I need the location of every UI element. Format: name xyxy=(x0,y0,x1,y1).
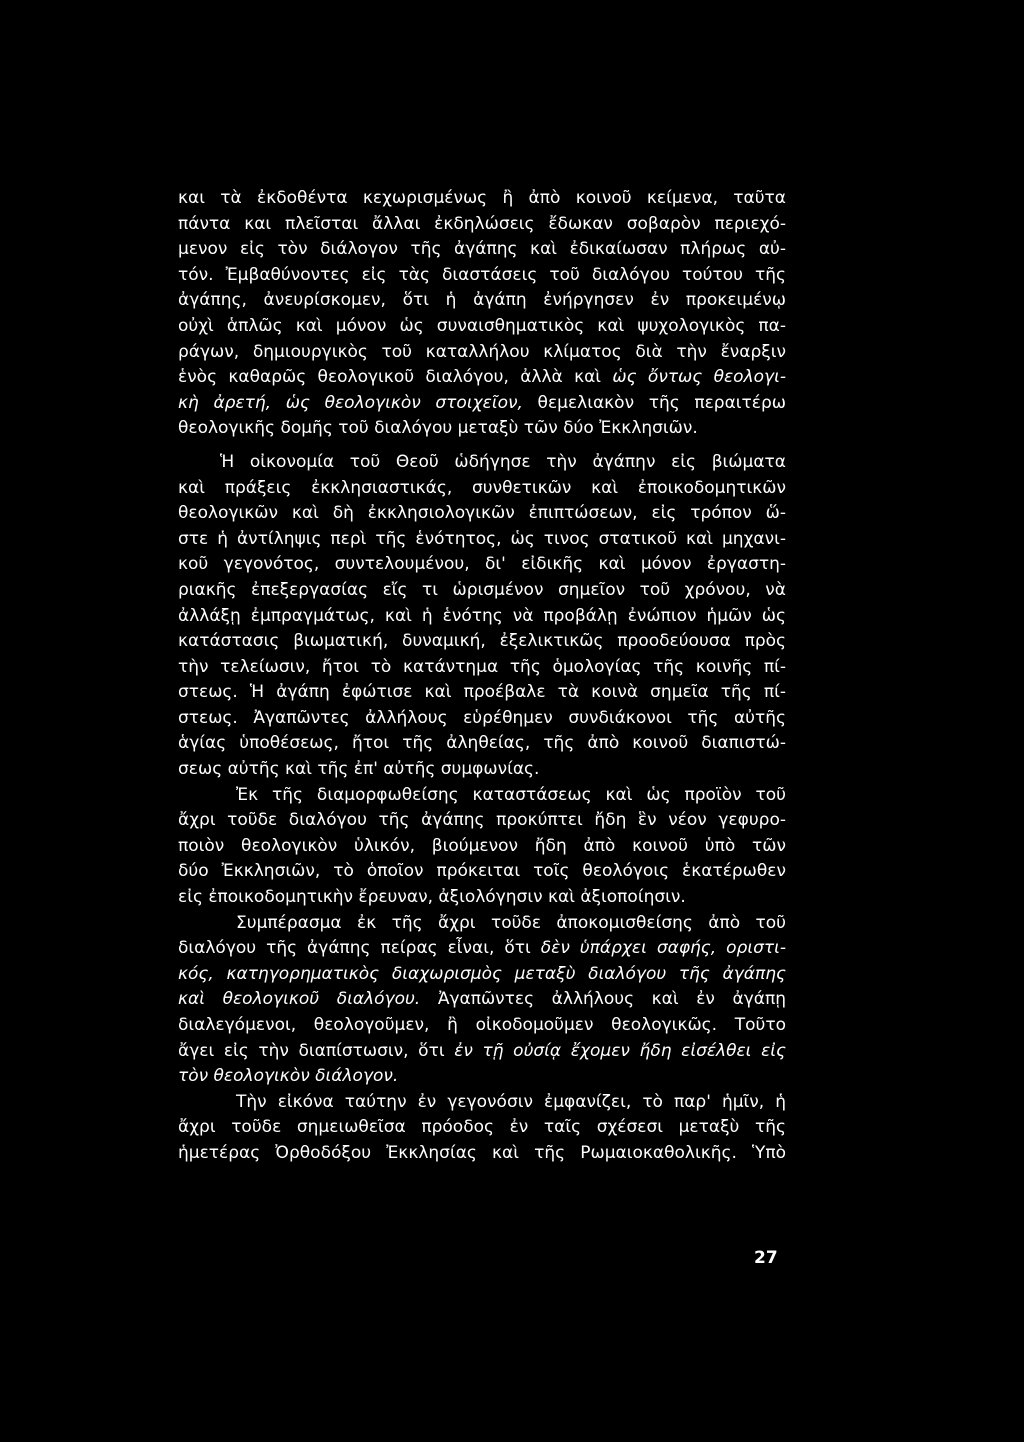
text-line xyxy=(178,450,786,476)
text-run: ἄχρι τοῦδε διαλόγου τῆς ἀγάπης προκύπτει ἤδη ἓν νέον γεφυρο- xyxy=(178,810,786,831)
text-run: θεολογικῶν καὶ δὴ ἐκκλησιολογικῶν ἐπιπτώσεων, εἰς τρόπον ὥ- xyxy=(178,503,786,524)
text-line xyxy=(178,680,786,706)
italic-text-run: ὡς ὄντως θεολογι- xyxy=(612,367,786,388)
text-line xyxy=(178,987,786,1013)
text-line xyxy=(178,885,786,911)
italic-text-run: τὸν θεολογικὸν διάλογον. xyxy=(178,1066,399,1087)
text-line xyxy=(178,263,786,289)
text-line xyxy=(178,212,786,238)
text-run: ἄχρι τοῦδε σημειωθεῖσα πρόοδος ἐν ταῖς σχέσεσι μεταξὺ τῆς xyxy=(178,1117,786,1138)
text-line xyxy=(178,186,786,212)
text-run: σεως αὐτῆς καὶ τῆς ἐπ' αὐτῆς συμφωνίας. xyxy=(178,759,540,780)
text-run: ἡμετέρας Ὀρθοδόξου Ἐκκλησίας καὶ τῆς Ρωμαιοκαθολικῆς. Ὑπὸ xyxy=(178,1142,786,1163)
text-line xyxy=(178,578,786,604)
page-number: 27 xyxy=(754,1248,778,1268)
italic-text-run: καὶ θεολογικοῦ διαλόγου. xyxy=(178,989,421,1010)
text-line xyxy=(178,604,786,630)
body-text xyxy=(178,186,786,1167)
text-run: Ἐκ τῆς διαμορφωθείσης καταστάσεως καὶ ὡς προϊὸν τοῦ xyxy=(236,784,786,805)
text-run: τὴν τελείωσιν, ἤτοι τὸ κατάντημα τῆς ὁμολογίας τῆς κοινῆς πί- xyxy=(178,656,786,677)
text-run: διαλεγόμενοι, θεολογοῦμεν, ἢ οἰκοδομοῦμεν θεολογικῶς. Τοῦτο xyxy=(178,1015,786,1035)
text-run: Ἡ οἰκονομία τοῦ Θεοῦ ὡδήγησε τὴν ἀγάπην εἰς βιώματα xyxy=(220,451,786,472)
italic-text-run: ἐν τῇ οὐσίᾳ ἔχομεν ἤδη εἰσέλθει εἰς xyxy=(454,1040,786,1061)
text-line xyxy=(178,552,786,578)
text-run: ἀγάπης, ἀνευρίσκομεν, ὅτι ἡ ἀγάπη ἐνήργησεν ἐν προκειμένῳ xyxy=(178,290,786,311)
text-run: δύο Ἐκκλησιῶν, τὸ ὁποῖον πρόκειται τοῖς θεολόγοις ἑκατέρωθεν xyxy=(178,861,786,882)
text-run: ἀλλάξῃ ἐμπραγμάτως, καὶ ἡ ἑνότης νὰ προβάλῃ ἐνώπιον ἡμῶν ὡς xyxy=(178,605,786,626)
text-line xyxy=(178,808,786,834)
text-run: Τὴν εἰκόνα ταύτην ἐν γεγονόσιν ἐμφανίζει, τὸ παρ' ἡμῖν, ἡ xyxy=(236,1091,786,1112)
text-run: κοῦ γεγονότος, συντελουμένου, δι' εἰδικῆς καὶ μόνον ἐργαστη- xyxy=(178,554,786,575)
text-line xyxy=(178,962,786,988)
text-line xyxy=(178,834,786,860)
text-run: κατάστασις βιωματική, δυναμική, ἐξελικτικῶς προοδεύουσα πρὸς xyxy=(178,631,786,652)
text-line xyxy=(178,1039,786,1065)
text-line xyxy=(178,731,786,757)
text-line xyxy=(178,629,786,655)
text-run: διαλόγου τῆς ἀγάπης πείρας εἶναι, ὅτι xyxy=(178,938,541,959)
text-line xyxy=(178,1141,786,1167)
text-run: εἰς ἐποικοδομητικὴν ἔρευναν, ἀξιολόγησιν καὶ ἀξιοποίησιν. xyxy=(178,887,686,908)
text-line xyxy=(178,391,786,417)
text-line xyxy=(178,706,786,732)
text-line xyxy=(178,340,786,366)
text-run: ἑνὸς καθαρῶς θεολογικοῦ διαλόγου, ἀλλὰ καὶ xyxy=(178,367,613,388)
text-line xyxy=(178,314,786,340)
text-line xyxy=(178,783,786,809)
text-run: ράγων, δημιουργικὸς τοῦ καταλλήλου κλίματος διὰ τὴν ἔναρξιν xyxy=(178,341,786,362)
text-line xyxy=(178,237,786,263)
italic-text-run: δὲν ὑπάρχει σαφής, οριστι- xyxy=(540,938,786,959)
text-line xyxy=(178,655,786,681)
text-line xyxy=(178,1064,786,1090)
text-run: στε ἡ ἀντίληψις περὶ τῆς ἑνότητος, ὡς τινος στατικοῦ καὶ μηχανι- xyxy=(178,528,786,549)
text-line xyxy=(178,1115,786,1141)
text-line xyxy=(178,1013,786,1039)
text-line xyxy=(178,527,786,553)
text-run: και τὰ ἐκδοθέντα κεχωρισμένως ἢ ἀπὸ κοινοῦ κείμενα, ταῦτα xyxy=(178,188,786,208)
text-run: πάντα και πλεῖσται ἄλλαι ἐκδηλώσεις ἔδωκαν σοβαρὸν περιεχό- xyxy=(178,213,786,234)
text-run: ποιὸν θεολογικὸν ὑλικόν, βιούμενον ἤδη ἀπὸ κοινοῦ ὑπὸ τῶν xyxy=(178,835,786,856)
text-run: Συμπέρασμα ἐκ τῆς ἄχρι τοῦδε ἀποκομισθείσης ἀπὸ τοῦ xyxy=(236,912,786,933)
text-line xyxy=(178,365,786,391)
text-run: μενον εἰς τὸν διάλογον τῆς ἀγάπης καὶ ἐδικαίωσαν πλήρως αὐ- xyxy=(178,239,786,260)
text-line xyxy=(178,416,786,442)
text-run: οὐχὶ ἁπλῶς καὶ μόνον ὡς συναισθηματικὸς καὶ ψυχολογικὸς πα- xyxy=(178,315,786,336)
italic-text-run: κὴ ἀρετή, ὡς θεολογικὸν στοιχεῖον, xyxy=(178,392,523,413)
text-line xyxy=(178,288,786,314)
text-line xyxy=(178,501,786,527)
text-run: Ἀγαπῶντες ἀλλήλους καὶ ἐν ἀγάπῃ xyxy=(420,989,786,1010)
text-run: καὶ πράξεις ἐκκλησιαστικάς, συνθετικῶν καὶ ἐποικοδομητικῶν xyxy=(178,477,786,498)
text-run: θεμελιακὸν τῆς περαιτέρω xyxy=(522,392,786,413)
text-line xyxy=(178,936,786,962)
text-line xyxy=(178,757,786,783)
text-run: ἄγει εἰς τὴν διαπίστωσιν, ὅτι xyxy=(178,1040,455,1061)
text-run: τόν. Ἐμβαθύνοντες εἰς τὰς διαστάσεις τοῦ διαλόγου τούτου τῆς xyxy=(178,264,786,285)
document-page xyxy=(178,186,786,1286)
text-run: στεως. Ἀγαπῶντες ἀλλήλους εὑρέθημεν συνδιάκονοι τῆς αὐτῆς xyxy=(178,707,786,728)
text-run: στεως. Ἡ ἀγάπη ἐφώτισε καὶ προέβαλε τὰ κοινὰ σημεῖα τῆς πί- xyxy=(178,682,786,703)
text-run: ριακῆς ἐπεξεργασίας εἴς τι ὡρισμένον σημεῖον τοῦ χρόνου, νὰ xyxy=(178,579,786,600)
text-run: θεολογικῆς δομῆς τοῦ διαλόγου μεταξὺ τῶν δύο Ἐκκλησιῶν. xyxy=(178,418,698,439)
text-line xyxy=(178,911,786,937)
text-line xyxy=(178,859,786,885)
italic-text-run: κός, κατηγορηματικὸς διαχωρισμὸς μεταξὺ διαλόγου τῆς ἀγάπης xyxy=(178,963,786,984)
text-line xyxy=(178,476,786,502)
text-line xyxy=(178,1090,786,1116)
text-run: ἁγίας ὑποθέσεως, ἤτοι τῆς ἀληθείας, τῆς ἀπὸ κοινοῦ διαπιστώ- xyxy=(178,733,786,754)
